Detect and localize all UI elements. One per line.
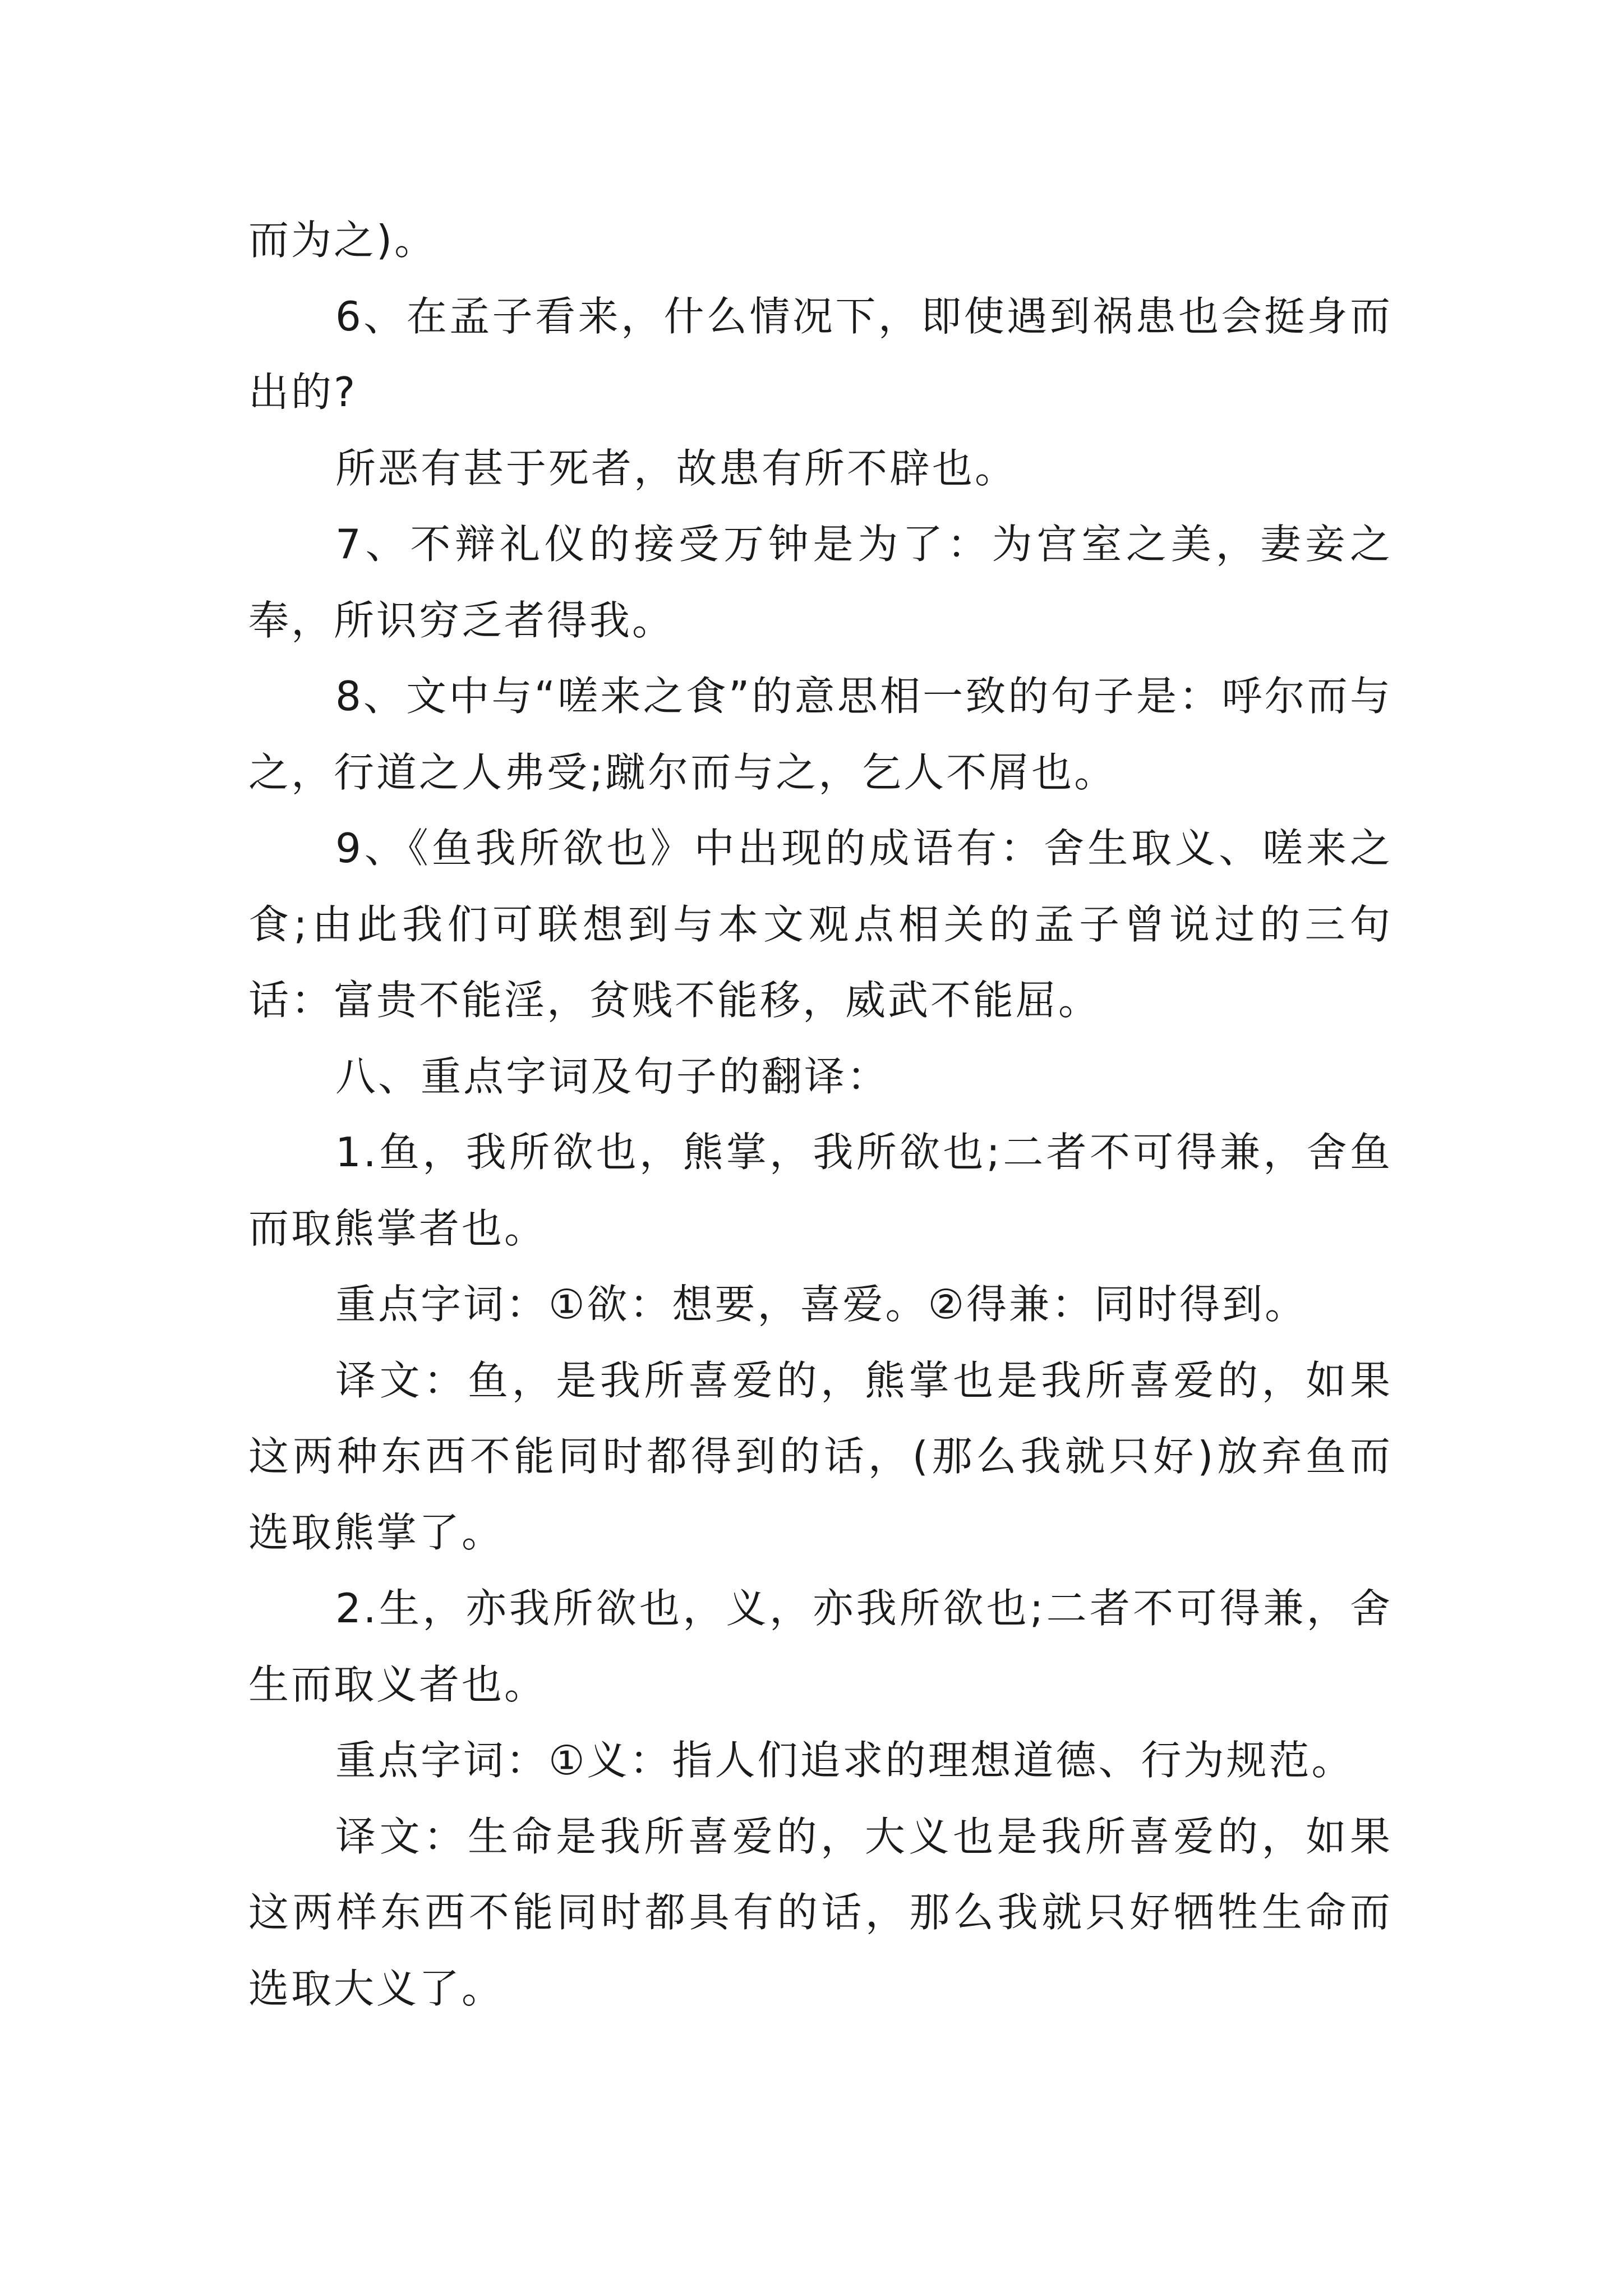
section-heading-translation: 八、重点字词及句子的翻译： [335,1052,890,1100]
paragraph-key-words-1: 重点字词：①欲：想要，喜爱。②得兼：同时得到。 [335,1281,1308,1328]
paragraph-answer-6: 所恶有甚于死者，故患有所不辟也。 [335,444,1018,492]
paragraph-question-6: 6、在孟子看来，什么情况下，即使遇到祸患也会挺身而出的? [248,292,1393,416]
paragraph-key-words-2: 重点字词：①义：指人们追求的理想道德、行为规范。 [335,1737,1354,1784]
paragraph-question-7: 7、不辩礼仪的接受万钟是为了：为宫室之美，妻妾之奉，所识穷乏者得我。 [248,521,1393,644]
paragraph-translation-2: 译文：生命是我所喜爱的，大义也是我所喜爱的，如果这两样东西不能同时都具有的话，那么我就只好牺牲生命而选取大义了。 [248,1812,1393,2012]
paragraph-translation-1: 译文：鱼，是我所喜爱的，熊掌也是我所喜爱的，如果这两种东西不能同时都得到的话，(那么我就只好)放弃鱼而选取熊掌了。 [248,1356,1393,1556]
paragraph-question-9: 9、《鱼我所欲也》中出现的成语有：舍生取义、嗟来之食;由此我们可联想到与本文观点相关的孟子曾说过的三句话：富贵不能淫，贫贱不能移，威武不能屈。 [248,825,1393,1024]
paragraph-continuation: 而为之)。 [248,217,437,264]
paragraph-question-8: 8、文中与“嗟来之食”的意思相一致的句子是：呼尔而与之，行道之人弗受;蹴尔而与之，乞人不屑也。 [248,673,1393,796]
document-body [248,203,1393,2027]
paragraph-sentence-2: 2.生，亦我所欲也，义，亦我所欲也;二者不可得兼，舍生而取义者也。 [248,1585,1393,1708]
paragraph-sentence-1: 1.鱼，我所欲也，熊掌，我所欲也;二者不可得兼，舍鱼而取熊掌者也。 [248,1129,1393,1252]
